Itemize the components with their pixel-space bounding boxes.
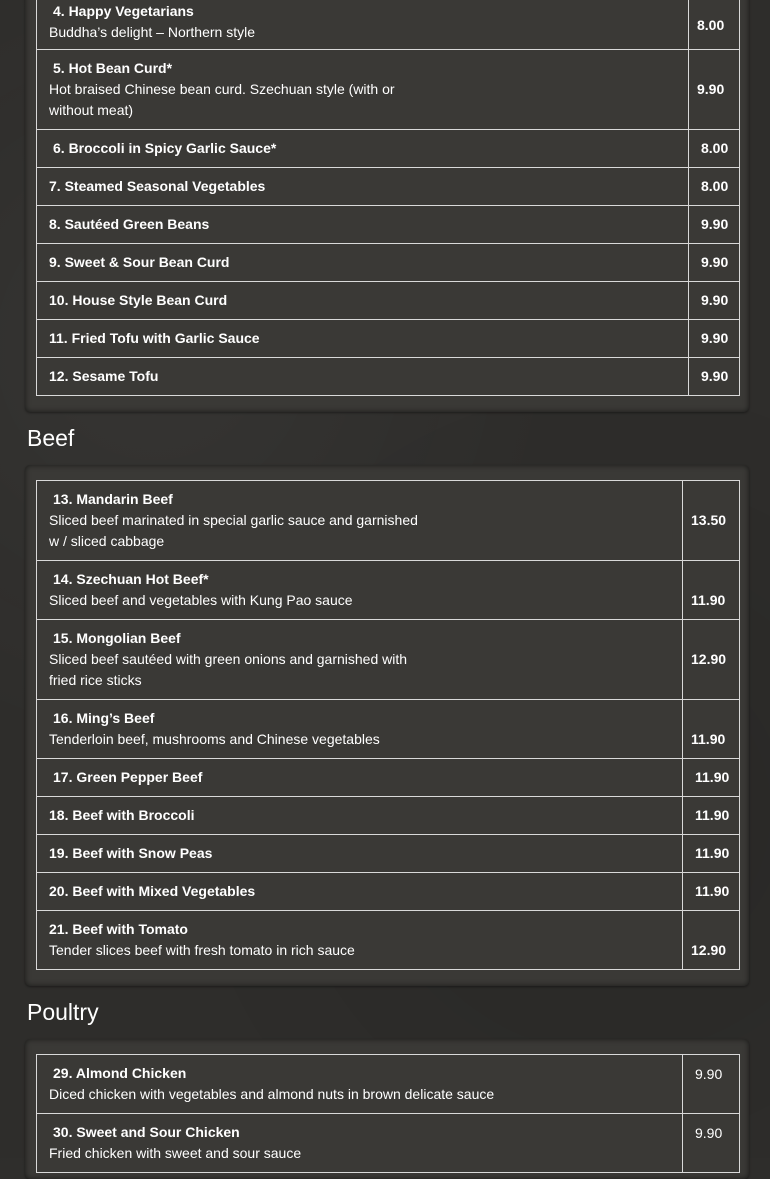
menu-item-name-cell — [37, 130, 689, 168]
menu-item-price-cell — [689, 130, 740, 168]
menu-item-description: Hot braised Chinese bean curd. Szechuan style (with or without meat) — [49, 81, 395, 118]
menu-item-name: 19. Beef with Snow Peas — [49, 845, 213, 861]
menu-item-row — [37, 911, 740, 970]
menu-item-price: 9.90 — [695, 1066, 723, 1082]
menu-item-name-cell — [37, 700, 683, 759]
menu-item-row — [37, 481, 740, 561]
menu-item-price-cell — [683, 561, 740, 620]
menu-item-price-cell — [689, 358, 740, 396]
menu-item-name: 29. Almond Chicken — [53, 1065, 187, 1081]
menu-item-name: 9. Sweet & Sour Bean Curd — [49, 254, 230, 270]
vegetarian-menu-table — [36, 0, 740, 396]
menu-item-row — [37, 130, 740, 168]
menu-item-description: Tenderloin beef, mushrooms and Chinese vegetables — [49, 731, 380, 747]
menu-item-name-cell — [37, 358, 689, 396]
menu-item-price-cell — [689, 168, 740, 206]
menu-item-name: 30. Sweet and Sour Chicken — [53, 1124, 240, 1140]
menu-item-name: 11. Fried Tofu with Garlic Sauce — [49, 330, 260, 346]
menu-item-price-cell — [689, 206, 740, 244]
menu-item-price: 9.90 — [701, 216, 729, 232]
menu-item-description: Sliced beef and vegetables with Kung Pao sauce — [49, 592, 353, 608]
menu-item-price-cell — [683, 835, 740, 873]
menu-item-price-cell — [683, 797, 740, 835]
menu-item-name-cell — [37, 206, 689, 244]
menu-item-price: 13.50 — [691, 512, 727, 528]
menu-item-row — [37, 168, 740, 206]
menu-item-row — [37, 835, 740, 873]
menu-item-price: 9.90 — [701, 368, 729, 384]
menu-item-name: 12. Sesame Tofu — [49, 368, 159, 384]
menu-item-row — [37, 244, 740, 282]
menu-item-price-cell — [689, 244, 740, 282]
menu-item-price-cell — [689, 320, 740, 358]
menu-item-name-cell — [37, 835, 683, 873]
menu-item-price: 9.90 — [701, 254, 729, 270]
menu-item-price-cell — [683, 1114, 740, 1173]
menu-item-price: 11.90 — [695, 769, 730, 785]
menu-item-description: Tender slices beef with fresh tomato in rich sauce — [49, 942, 355, 958]
menu-item-name-cell — [37, 911, 683, 970]
menu-item-row — [37, 797, 740, 835]
menu-item-price: 11.90 — [691, 731, 726, 747]
menu-item-name-cell — [37, 873, 683, 911]
menu-item-price-cell — [689, 50, 740, 130]
menu-item-name: 5. Hot Bean Curd* — [53, 60, 173, 76]
menu-item-name: 15. Mongolian Beef — [53, 630, 181, 646]
menu-item-row — [37, 0, 740, 50]
menu-item-name-cell — [37, 620, 683, 700]
menu-item-name: 16. Ming’s Beef — [53, 710, 155, 726]
menu-item-description: Diced chicken with vegetables and almond nuts in brown delicate sauce — [49, 1086, 495, 1102]
menu-item-price-cell — [683, 481, 740, 561]
beef-menu-table — [36, 480, 740, 970]
menu-item-row — [37, 282, 740, 320]
menu-item-row — [37, 700, 740, 759]
menu-item-name-cell — [37, 244, 689, 282]
menu-item-name: 4. Happy Vegetarians — [53, 2, 194, 19]
menu-item-price-cell — [683, 1055, 740, 1114]
menu-item-price: 12.90 — [691, 651, 727, 667]
menu-item-row — [37, 320, 740, 358]
menu-item-name-cell — [37, 0, 689, 50]
menu-item-name-cell — [37, 759, 683, 797]
poultry-section-panel — [25, 1039, 749, 1179]
menu-item-row — [37, 620, 740, 700]
menu-item-price-cell — [683, 759, 740, 797]
menu-item-price: 9.90 — [697, 81, 725, 97]
menu-item-price: 11.90 — [695, 845, 730, 861]
menu-item-name: 10. House Style Bean Curd — [49, 292, 228, 308]
menu-item-name: 20. Beef with Mixed Vegetables — [49, 883, 256, 899]
menu-item-name-cell — [37, 561, 683, 620]
menu-item-name: 21. Beef with Tomato — [49, 921, 188, 937]
menu-item-row — [37, 1055, 740, 1114]
menu-item-name: 13. Mandarin Beef — [53, 491, 173, 507]
section-heading-beef: Beef — [27, 425, 75, 451]
menu-item-price-cell — [683, 620, 740, 700]
menu-item-price: 8.00 — [701, 178, 729, 194]
menu-item-row — [37, 759, 740, 797]
menu-item-price: 11.90 — [695, 883, 730, 899]
menu-item-name-cell — [37, 481, 683, 561]
vegetarian-section-panel — [25, 0, 749, 412]
menu-item-price: 9.90 — [701, 330, 729, 346]
menu-item-price-cell — [689, 282, 740, 320]
menu-item-price: 9.90 — [695, 1125, 723, 1141]
menu-item-price-cell — [689, 0, 740, 50]
poultry-menu-table — [36, 1054, 740, 1173]
menu-item-name: 17. Green Pepper Beef — [53, 769, 203, 785]
menu-item-price: 8.00 — [701, 140, 729, 156]
menu-item-price-cell — [683, 911, 740, 970]
menu-item-price: 8.00 — [697, 16, 725, 33]
menu-item-name-cell — [37, 50, 689, 130]
menu-item-name: 18. Beef with Broccoli — [49, 807, 195, 823]
menu-item-name-cell — [37, 168, 689, 206]
menu-item-price-cell — [683, 700, 740, 759]
menu-item-row — [37, 358, 740, 396]
menu-item-price: 12.90 — [691, 942, 727, 958]
menu-item-description: Buddha’s delight – Northern style — [49, 23, 255, 40]
menu-item-name-cell — [37, 320, 689, 358]
menu-item-name-cell — [37, 282, 689, 320]
menu-item-price: 9.90 — [701, 292, 729, 308]
beef-section-panel — [25, 465, 749, 986]
menu-item-row — [37, 206, 740, 244]
menu-item-name: 14. Szechuan Hot Beef* — [53, 571, 209, 587]
menu-item-price-cell — [683, 873, 740, 911]
section-heading-poultry: Poultry — [27, 999, 99, 1025]
menu-item-name-cell — [37, 797, 683, 835]
menu-item-description: Sliced beef marinated in special garlic sauce and garnished w / sliced cabbage — [49, 512, 418, 549]
menu-item-name-cell — [37, 1114, 683, 1173]
menu-item-row — [37, 561, 740, 620]
menu-item-row — [37, 50, 740, 130]
menu-item-name: 6. Broccoli in Spicy Garlic Sauce* — [53, 140, 277, 156]
menu-item-price: 11.90 — [691, 592, 726, 608]
menu-item-price: 11.90 — [695, 807, 730, 823]
menu-item-name: 8. Sautéed Green Beans — [49, 216, 210, 232]
menu-item-row — [37, 1114, 740, 1173]
menu-item-row — [37, 873, 740, 911]
menu-item-name: 7. Steamed Seasonal Vegetables — [49, 178, 266, 194]
menu-item-description: Sliced beef sautéed with green onions and garnished with fried rice sticks — [49, 651, 408, 688]
menu-item-description: Fried chicken with sweet and sour sauce — [49, 1145, 302, 1161]
menu-item-name-cell — [37, 1055, 683, 1114]
